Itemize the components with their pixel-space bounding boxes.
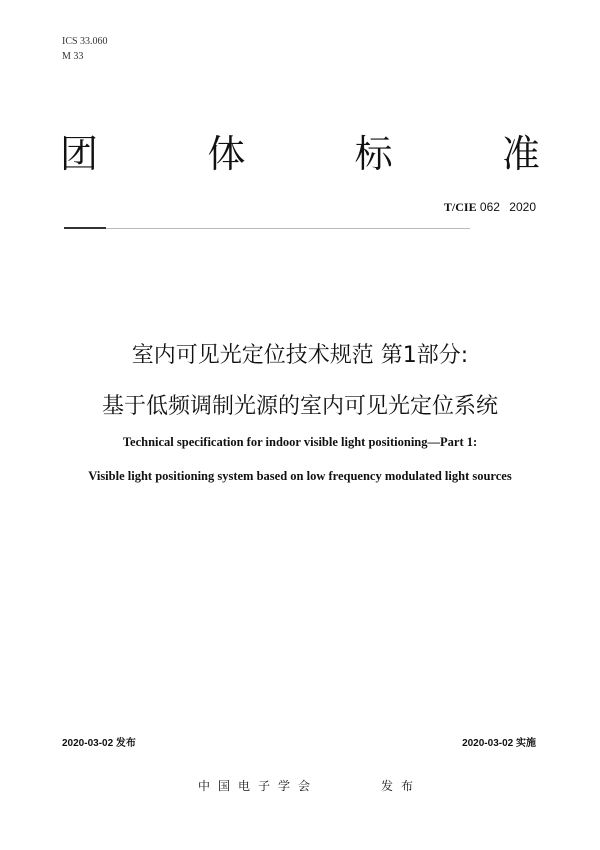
document-type-char: 准	[501, 132, 540, 176]
publish-date: 2020-03-02 发布	[62, 738, 136, 749]
standard-serial: 062	[479, 200, 500, 214]
header-divider	[64, 228, 470, 229]
document-type-char: 标	[354, 132, 393, 176]
document-type-char: 团	[60, 132, 99, 176]
issuing-organization: 中国电子学会	[198, 779, 319, 793]
standard-code: T/CIE	[443, 200, 477, 214]
ics-code: ICS 33.060	[62, 36, 108, 47]
standard-year: 2020	[509, 200, 536, 214]
implement-date: 2020-03-02 实施	[462, 738, 536, 749]
title-cn-line1: 室内可见光定位技术规范 第1部分:	[131, 343, 469, 368]
issue-label: 发布	[381, 779, 422, 793]
title-en-line1: Technical specification for indoor visible light positioning—Part 1:	[122, 435, 478, 449]
header-divider-accent	[64, 227, 106, 229]
title-cn-line2: 基于低频调制光源的室内可见光定位系统	[101, 394, 498, 419]
classification-code: M 33	[62, 51, 84, 62]
document-type-char: 体	[207, 132, 246, 176]
title-en-line2: Visible light positioning system based on low frequency modulated light sources	[88, 469, 512, 483]
standard-number	[444, 200, 536, 214]
document-type-title	[60, 132, 540, 176]
